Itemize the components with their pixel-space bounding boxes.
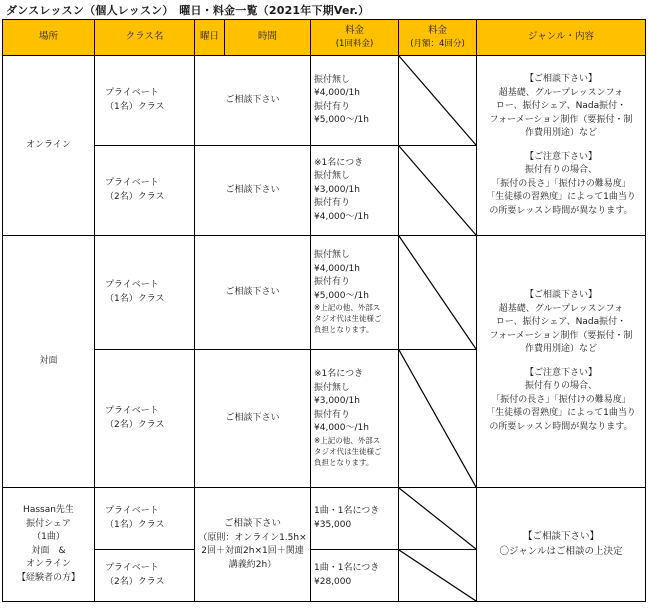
diagonal-line [399, 236, 476, 349]
price-cell [311, 350, 399, 488]
price-line: 1曲・1名につき [314, 506, 380, 516]
genre-attention: 【ご注意下さい】 [524, 151, 597, 162]
genre-cell-in-person [477, 236, 646, 488]
price-cell [311, 488, 399, 550]
header-row [3, 20, 646, 56]
price-line: ※1名につき [314, 157, 364, 168]
genre-line: ロー、振付シェア、Nada振付・ [495, 317, 627, 327]
price-line: ¥4,000～/1h [314, 423, 369, 434]
class-name: プライベート [105, 406, 159, 416]
price-line: ※1名につき [314, 369, 364, 380]
class-size: （2名）クラス [105, 576, 165, 587]
place-online: オンライン [3, 56, 95, 236]
header-class: クラス名 [95, 20, 195, 56]
genre-line: ロー、振付シェア、Nada振付・ [495, 101, 627, 111]
header-genre: ジャンル・内容 [477, 20, 646, 56]
header-place: 場所 [3, 20, 95, 56]
header-fee [311, 20, 399, 56]
genre-line: 〇ジャンルはご相談の上決定 [499, 545, 623, 557]
class-cell [95, 350, 195, 488]
price-line: 振付無し [314, 382, 351, 393]
class-size: （2名）クラス [105, 191, 165, 202]
price-line: ¥4,000/1h [314, 263, 360, 274]
price-line: ¥28,000 [314, 576, 352, 587]
class-size: （1名）クラス [105, 519, 165, 530]
class-cell [95, 146, 195, 236]
price-line: 振付有り [314, 101, 351, 112]
class-size: （2名）クラス [105, 419, 165, 430]
class-name: プライベート [105, 563, 159, 573]
schedule-cell: ご相談下さい [195, 350, 311, 488]
schedule-cell-hassan: ご相談下さい （原則：オンライン1.5h× 2回＋対面2h×1回＋関連 講義約2h） [195, 488, 311, 602]
header-day: 曜日 [195, 20, 225, 56]
price-line: ¥5,000～/1h [314, 115, 369, 125]
price-line: 振付有り [314, 198, 351, 209]
genre-note: 「振付の長さ」「振付けの難易度」 [491, 178, 631, 189]
genre-note: 振付有りの場合、 [524, 381, 597, 391]
price-line: 振付有り [314, 409, 351, 420]
header-monthly [399, 20, 477, 56]
price-line: 振付無し [314, 171, 351, 182]
class-size: （1名）クラス [105, 293, 165, 304]
genre-consult: 【ご相談下さい】 [524, 290, 597, 300]
class-name: プライベート [105, 280, 159, 290]
genre-note: の所要レッスン時間が異なります。 [489, 205, 633, 216]
genre-note: の所要レッスン時間が異なります。 [489, 421, 633, 432]
price-line: ¥5,000～/1h [314, 290, 369, 301]
price-cell [311, 146, 399, 236]
price-cell [311, 56, 399, 146]
class-cell [95, 56, 195, 146]
genre-line: 作費用別途）など [524, 344, 597, 354]
genre-attention: 【ご注意下さい】 [524, 367, 597, 378]
price-line: ¥3,000/1h [314, 396, 360, 407]
table-row [3, 488, 646, 550]
schedule-cell: ご相談下さい [195, 236, 311, 350]
place-hassan: Hassan先生 振付シェア （1曲） 対面 & オンライン 【経験者の方】 [3, 488, 95, 602]
price-cell [311, 236, 399, 350]
schedule-cell: ご相談下さい [195, 56, 311, 146]
genre-note: 振付有りの場合、 [524, 165, 597, 175]
price-line: 振付無し [314, 250, 351, 261]
genre-line: フォーメーション制作（要振付・制 [489, 114, 633, 125]
table-row [3, 236, 646, 350]
header-monthly-label: 料金 [427, 25, 447, 36]
diagonal-line [399, 550, 476, 601]
genre-consult: 【ご相談下さい】 [524, 74, 597, 84]
class-name: プライベート [105, 178, 159, 188]
price-line: 振付無し [314, 74, 351, 85]
class-name: プライベート [105, 506, 159, 516]
table-row [3, 56, 646, 146]
genre-cell-online [477, 56, 646, 236]
studio-fee-note: ※上記の他、外部ス タジオ代は生徒様ご 負担となります。 [314, 435, 382, 467]
genre-consult: 【ご相談下さい】 [522, 531, 599, 543]
monthly-empty-cell [399, 350, 477, 488]
class-cell [95, 550, 195, 602]
monthly-empty-cell [399, 550, 477, 602]
class-size: （1名）クラス [105, 101, 165, 112]
page-title: ダンスレッスン（個人レッスン） 曜日・料金一覧（2021年下期Ver.） [6, 4, 370, 17]
header-fee-label: 料金 [344, 25, 364, 36]
genre-line: 超基礎、グループレッスンフォ [498, 303, 624, 314]
diagonal-line [399, 350, 476, 487]
genre-note: 「振付の長さ」「振付けの難易度」 [491, 394, 631, 405]
price-line: ¥4,000/1h [314, 88, 360, 98]
price-line: 1曲・1名につき [314, 563, 380, 573]
monthly-empty-cell [399, 56, 477, 146]
price-line: ¥3,000/1h [314, 184, 360, 195]
price-line: ¥4,000～/1h [314, 211, 369, 222]
genre-note: 「生徒様の習熟度」によって1曲当り [486, 192, 636, 202]
monthly-empty-cell [399, 236, 477, 350]
studio-fee-note: ※上記の他、外部ス タジオ代は生徒様ご 負担となります。 [314, 303, 382, 334]
class-name: プライベート [105, 88, 159, 98]
genre-note: 「生徒様の習熟度」によって1曲当り [486, 408, 636, 418]
header-fee-sub: (1回料金) [335, 39, 374, 50]
class-cell [95, 236, 195, 350]
genre-line: 作費用別途）など [524, 128, 597, 138]
place-in-person: 対面 [3, 236, 95, 488]
price-table [2, 19, 646, 602]
genre-line: 超基礎、グループレッスンフォ [498, 87, 624, 98]
schedule-cell: ご相談下さい [195, 146, 311, 236]
monthly-empty-cell [399, 488, 477, 550]
price-line: ¥35,000 [314, 519, 352, 530]
genre-cell-hassan [477, 488, 646, 602]
price-cell [311, 550, 399, 602]
genre-line: フォーメーション制作（要振付・制 [489, 330, 633, 341]
class-cell [95, 488, 195, 550]
diagonal-line [399, 146, 476, 235]
price-line: 振付有り [314, 277, 351, 288]
header-time: 時間 [225, 20, 311, 56]
monthly-empty-cell [399, 146, 477, 236]
header-monthly-sub: (月額：4回分) [410, 39, 465, 50]
diagonal-line [399, 488, 476, 549]
diagonal-line [399, 56, 476, 145]
